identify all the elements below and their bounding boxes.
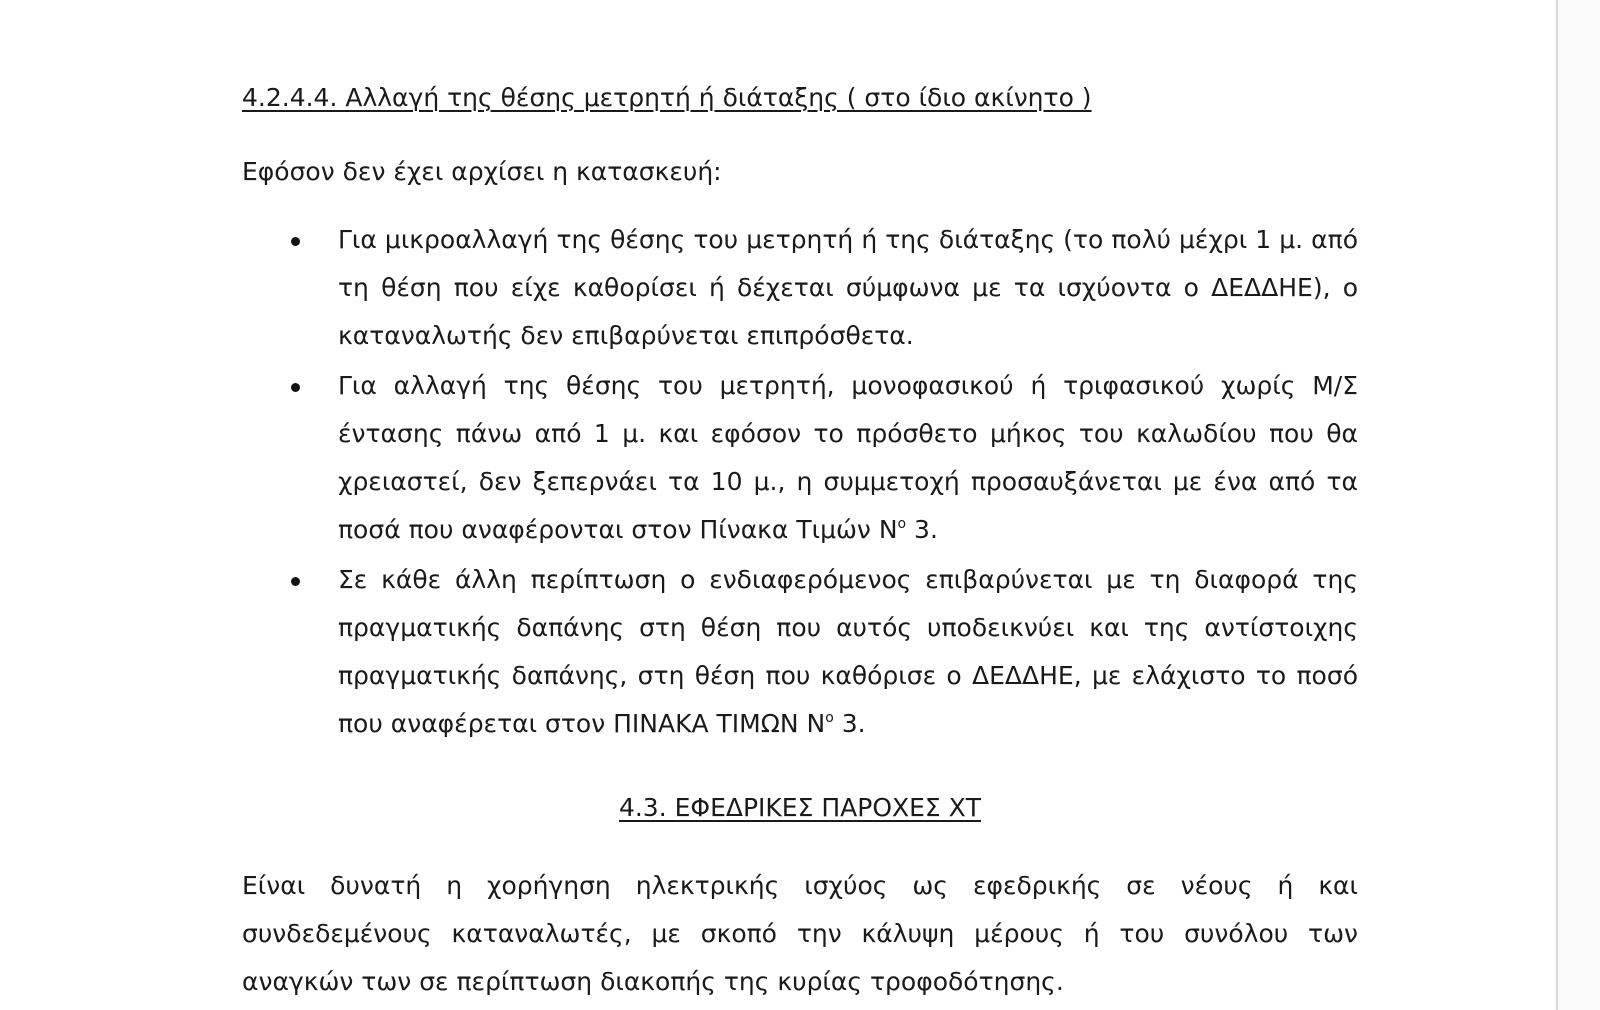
list-item-text: Για αλλαγή της θέσης του μετρητή, μονοφασικού ή τριφασικού χωρίς Μ/Σ έντασης πάνω από 1 μ. και εφόσον το πρόσθετο μήκος του καλωδίου που θα χρειαστεί, δεν ξεπερνάει τα 10 μ., η συμμετοχή προσαυξάνεται με ένα από τα ποσά που αναφέρονται στον Πίνακα Τιμών N — [338, 371, 1358, 544]
viewer-gutter — [1558, 0, 1600, 1010]
bullet-icon — [291, 577, 300, 586]
intro-paragraph: Εφόσον δεν έχει αρχίσει η κατασκευή: — [242, 157, 722, 186]
list-item — [242, 216, 1358, 360]
list-item — [242, 362, 1358, 554]
section-heading-4-2-4-4: 4.2.4.4. Αλλαγή της θέσης μετρητή ή διάταξης ( στο ίδιο ακίνητο ) — [242, 83, 1092, 112]
bullet-list — [242, 216, 1358, 748]
document-content — [242, 78, 1358, 1006]
ordinal-superscript: ο — [897, 516, 907, 532]
ordinal-superscript: ο — [825, 710, 834, 726]
bullet-icon — [291, 237, 300, 246]
list-item-tail: 3. — [833, 709, 866, 738]
bullet-icon — [291, 383, 300, 392]
list-item-tail: 3. — [906, 515, 938, 544]
list-item-text: Για μικροαλλαγή της θέσης του μετρητή ή της διάταξης (το πολύ μέχρι 1 μ. από τη θέση που είχε καθορίσει ή δέχεται σύμφωνα με τα ισχύοντα ο ΔΕΔΔΗΕ), ο καταναλωτής δεν επιβαρύνεται επιπρόσθετα. — [338, 225, 1358, 350]
list-item-text: Σε κάθε άλλη περίπτωση ο ενδιαφερόμενος επιβαρύνεται με τη διαφορά της πραγματικής δαπάνης στη θέση που αυτός υποδεικνύει και της αντίστοιχης πραγματικής δαπάνης, στη θέση που καθόρισε ο ΔΕΔΔΗΕ, με ελάχιστο το ποσό που αναφέρεται στον ΠΙΝΑΚΑ ΤΙΜΩΝ N — [338, 565, 1358, 738]
list-item — [242, 556, 1358, 748]
section-heading-4-3: 4.3. ΕΦΕΔΡΙΚΕΣ ΠΑΡΟΧΕΣ ΧΤ — [618, 793, 982, 822]
body-paragraph: Είναι δυνατή η χορήγηση ηλεκτρικής ισχύος ως εφεδρικής σε νέους ή και συνδεδεμένους καταναλωτές, με σκοπό την κάλυψη μέρους ή του συνόλου των αναγκών των σε περίπτωση διακοπής της κυρίας τροφοδότησης. — [242, 871, 1358, 996]
